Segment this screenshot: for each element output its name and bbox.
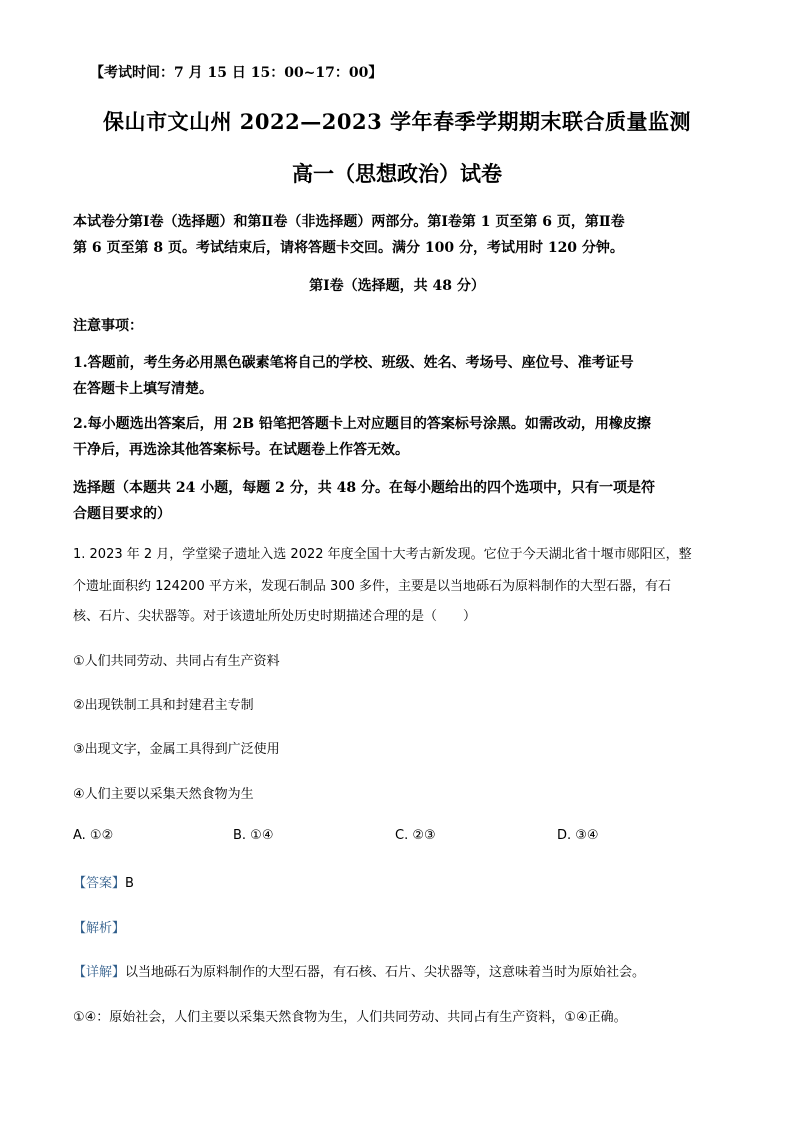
notice-2-line-2: 干净后，再选涂其他答案标号。在试题卷上作答无效。: [73, 442, 409, 458]
notice-1-line-2: 在答题卡上填写清楚。: [73, 381, 213, 397]
analysis-label: 【解析】: [73, 921, 126, 936]
option-d: D. ③④: [557, 828, 599, 843]
intro-line-1: 本试卷分第Ⅰ卷（选择题）和第Ⅱ卷（非选择题）两部分。第Ⅰ卷第 1 页至第 6 页，第Ⅱ卷: [73, 214, 625, 230]
answer-options: [73, 828, 733, 848]
option-b: B. ①④: [233, 828, 274, 843]
statement-1: ①人们共同劳动、共同占有生产资料: [73, 654, 280, 669]
notice-2-line-1: 2.每小题选出答案后，用 2B 铅笔把答题卡上对应题目的答案标号涂黑。如需改动，用橡皮擦: [73, 416, 651, 432]
exam-time: 【考试时间：7 月 15 日 15：00~17：00】: [90, 65, 383, 81]
statement-4: ④人们主要以采集天然食物为生: [73, 787, 254, 802]
question-1-line-1: 1. 2023 年 2 月，学堂梁子遗址入选 2022 年度全国十大考古新发现。它位于今天湖北省十堰市郧阳区，整: [73, 547, 692, 562]
answer-label: 【答案】: [73, 876, 126, 891]
analysis-line: [73, 917, 125, 936]
mcq-intro-line-2: 合题目要求的）: [73, 506, 171, 522]
answer-line: [73, 872, 134, 891]
intro-line-2: 第 6 页至第 8 页。考试结束后，请将答题卡交回。满分 100 分，考试用时 120 分钟。: [73, 240, 624, 256]
option-c: C. ②③: [395, 828, 436, 843]
statement-2: ②出现铁制工具和封建君主专制: [73, 698, 254, 713]
question-1-line-3: 核、石片、尖状器等。对于该遗址所处历史时期描述合理的是（ ）: [73, 609, 477, 624]
exam-subtitle: 高一（思想政治）试卷: [292, 161, 502, 186]
section-heading: 第Ⅰ卷（选择题，共 48 分）: [309, 278, 485, 294]
answer-value: B: [125, 876, 134, 891]
notice-1-line-1: 1.答题前，考生务必用黑色碳素笔将自己的学校、班级、姓名、考场号、座位号、准考证号: [73, 355, 634, 371]
exam-title: 保山市文山州 2022—2023 学年春季学期期末联合质量监测: [102, 109, 691, 134]
notice-title: 注意事项：: [73, 318, 143, 334]
statement-3: ③出现文字，金属工具得到广泛使用: [73, 742, 280, 757]
mcq-intro-line-1: 选择题（本题共 24 小题，每题 2 分，共 48 分。在每小题给出的四个选项中，只有一项是符: [73, 480, 655, 496]
detail-line: [73, 961, 645, 980]
option-a: A. ①②: [73, 828, 114, 843]
detail-text: 以当地砾石为原料制作的大型石器，有石核、石片、尖状器等，这意味着当时为原始社会。: [125, 965, 646, 980]
detail-label: 【详解】: [73, 965, 126, 980]
explanation-line: ①④：原始社会，人们主要以采集天然食物为生，人们共同劳动、共同占有生产资料，①④正确。: [73, 1010, 627, 1025]
question-1-line-2: 个遗址面积约 124200 平方米，发现石制品 300 多件，主要是以当地砾石为原料制作的大型石器，有石: [73, 579, 671, 594]
